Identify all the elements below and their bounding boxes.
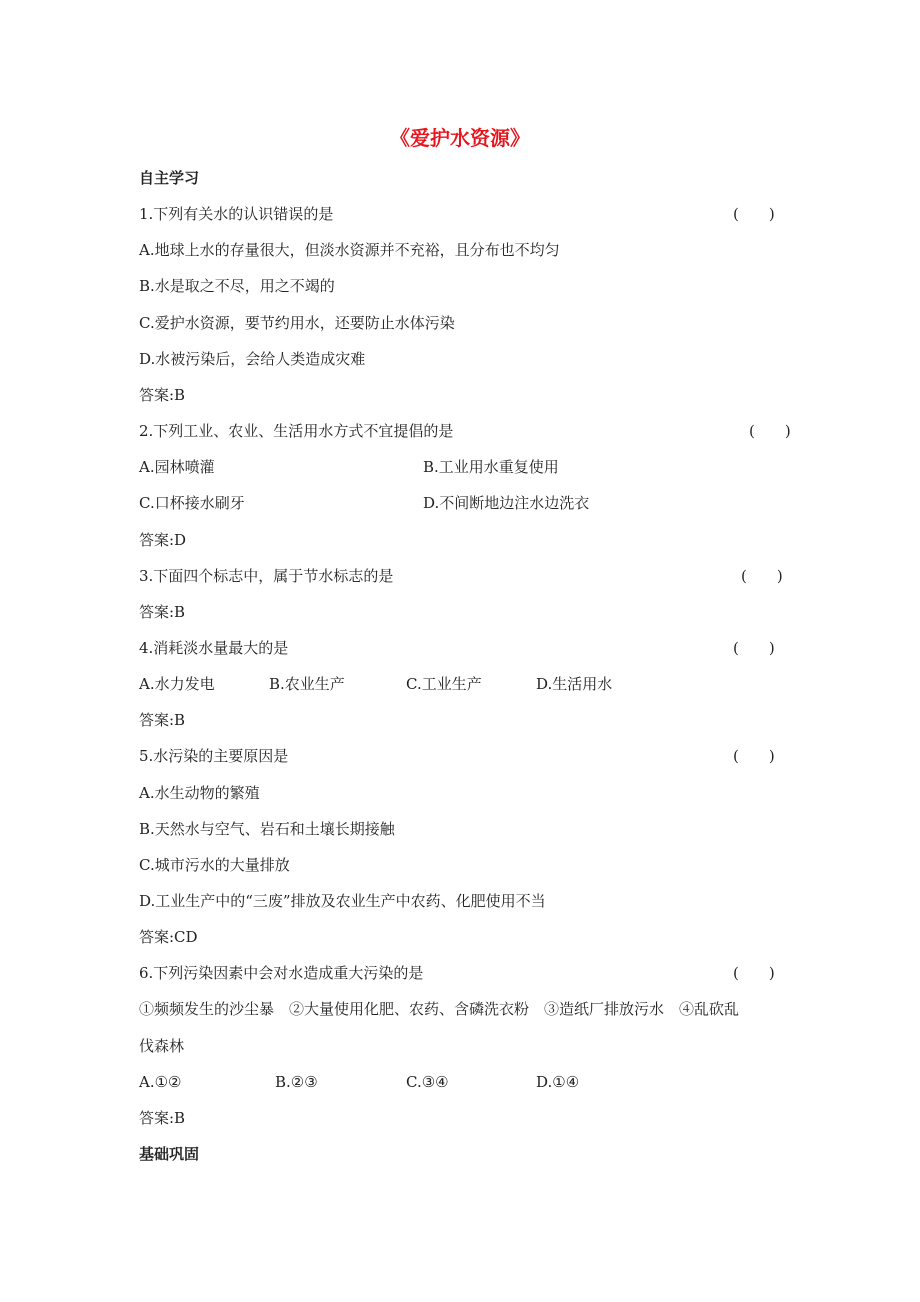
question-6-option-b: B.②③ (275, 1073, 318, 1091)
question-2-option-a: A.园林喷灌 (139, 458, 215, 476)
question-4-stem: 4.消耗淡水量最大的是 (139, 639, 289, 657)
question-6-items-line-1: ①频频发生的沙尘暴 ②大量使用化肥、农药、含磷洗衣粉 ③造纸厂排放污水 ④乱砍乱 (139, 1000, 740, 1018)
question-1-answer: 答案:B (139, 386, 186, 404)
question-5-option-b: B.天然水与空气、岩石和土壤长期接触 (139, 820, 395, 838)
question-5-answer: 答案:CD (139, 928, 198, 946)
question-1-option-a: A.地球上水的存量很大，但淡水资源并不充裕，且分布也不均匀 (139, 241, 560, 259)
question-2-option-c: C.口杯接水刷牙 (139, 494, 245, 512)
question-6-option-a: A.①② (139, 1073, 182, 1091)
question-5-option-c: C.城市污水的大量排放 (139, 856, 290, 874)
question-5-option-a: A.水生动物的繁殖 (139, 784, 260, 802)
question-6-stem: 6.下列污染因素中会对水造成重大污染的是 (139, 964, 424, 982)
question-6-items-line-2: 伐森林 (139, 1037, 185, 1055)
question-4-option-a: A.水力发电 (139, 675, 215, 693)
question-6-option-d: D.①④ (536, 1073, 580, 1091)
question-6-option-c: C.③④ (406, 1073, 449, 1091)
question-3-answer: 答案:B (139, 603, 186, 621)
question-2-option-b: B.工业用水重复使用 (423, 458, 559, 476)
question-1-answer-blank: ( ) (733, 205, 775, 223)
question-1-stem: 1.下列有关水的认识错误的是 (139, 205, 334, 223)
question-4-answer-blank: ( ) (733, 639, 775, 657)
section-heading-basic-consolidation: 基础巩固 (139, 1145, 200, 1163)
section-heading-self-study: 自主学习 (139, 169, 200, 187)
question-5-option-d: D.工业生产中的“三废”排放及农业生产中农药、化肥使用不当 (139, 892, 546, 910)
question-4-answer: 答案:B (139, 711, 186, 729)
question-5-answer-blank: ( ) (733, 747, 775, 765)
question-2-option-d: D.不间断地边注水边洗衣 (423, 494, 590, 512)
document-title: 《爱护水资源》 (390, 126, 530, 150)
question-2-answer: 答案:D (139, 531, 187, 549)
question-1-option-b: B.水是取之不尽，用之不竭的 (139, 277, 335, 295)
question-4-option-d: D.生活用水 (536, 675, 613, 693)
question-6-answer: 答案:B (139, 1109, 186, 1127)
question-2-stem: 2.下列工业、农业、生活用水方式不宜提倡的是 (139, 422, 454, 440)
question-4-option-b: B.农业生产 (269, 675, 345, 693)
question-1-option-c: C.爱护水资源，要节约用水，还要防止水体污染 (139, 314, 455, 332)
question-2-answer-blank: ( ) (749, 422, 791, 440)
question-3-answer-blank: ( ) (741, 567, 783, 585)
question-6-answer-blank: ( ) (733, 964, 775, 982)
question-5-stem: 5.水污染的主要原因是 (139, 747, 289, 765)
question-3-stem: 3.下面四个标志中，属于节水标志的是 (139, 567, 394, 585)
question-1-option-d: D.水被污染后，会给人类造成灾难 (139, 350, 366, 368)
question-4-option-c: C.工业生产 (406, 675, 482, 693)
